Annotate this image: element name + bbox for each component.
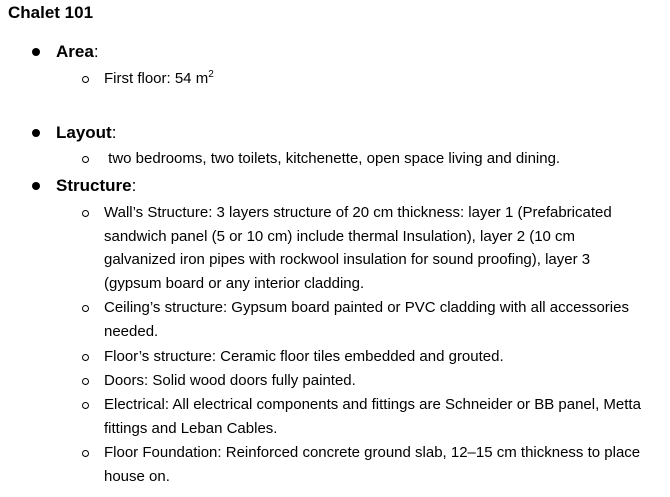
sub-bullet-ring	[82, 450, 89, 457]
document-title: Chalet 101	[8, 3, 94, 22]
sub-bullet-ring	[82, 378, 89, 385]
sub-bullet-ring	[82, 156, 89, 163]
structure-item-floor: Floor’s structure: Ceramic floor tiles embedded and grouted.	[104, 348, 504, 365]
area-item-first-floor: First floor: 54 $m^2$	[104, 69, 214, 87]
structure-item-electrical: Electrical: All electrical components and fittings are Schneider or BB panel, Metta fittings and Leban Cables.	[104, 396, 641, 437]
structure-item-doors: Doors: Solid wood doors fully painted.	[104, 372, 356, 389]
bullet-dot	[32, 48, 40, 56]
layout-item: two bedrooms, two toilets, kitchenette, open space living and dining.	[104, 150, 561, 167]
structure-item-ceiling: Ceiling’s structure: Gypsum board painted or PVC cladding with all accessories needed.	[104, 299, 629, 340]
section-heading-structure: Structure:	[56, 176, 137, 195]
structure-item-foundation: Floor Foundation: Reinforced concrete ground slab, 12–15 cm thickness to place house on.	[104, 444, 641, 485]
sub-bullet-ring	[82, 354, 89, 361]
bullet-dot	[32, 182, 40, 190]
section-heading-layout: Layout:	[56, 123, 117, 142]
sub-bullet-ring	[82, 305, 89, 312]
bullet-dot	[32, 129, 40, 137]
sub-bullet-ring	[82, 210, 89, 217]
sub-bullet-ring	[82, 402, 89, 409]
section-heading-area: Area:	[56, 42, 99, 61]
structure-item-walls: Wall’s Structure: 3 layers structure of 20 cm thickness: layer 1 (Prefabricated sandwich panel (5 or 10 cm) include thermal Insulation), layer 2 (10 cm galvanized iron pipes with rockwool insulation for sound proofing), layer 3 (gypsum board or any interior cladding.	[104, 204, 612, 292]
sub-bullet-ring	[82, 76, 89, 83]
